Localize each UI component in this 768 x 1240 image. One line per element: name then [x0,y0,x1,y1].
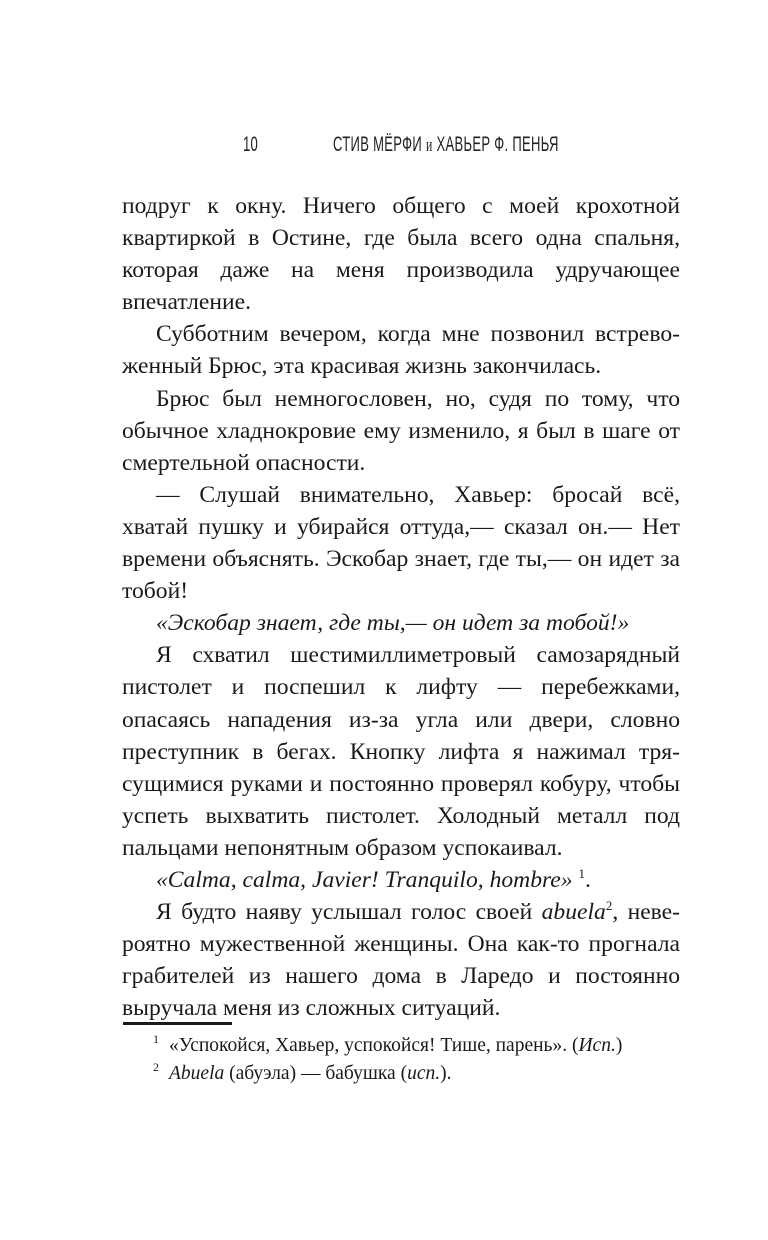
footnote-text: (абуэла) — бабушка ( [224,1063,408,1084]
footnote-1: 1 «Успокойся, Хавьер, успокойся! Тише, парень». (Исп.) [153,1032,623,1056]
footnote-divider [123,1022,232,1025]
footnote-close: ) [615,1035,623,1056]
paragraph-4: — Слушай внимательно, Хавьер: бросай всё, хватай пушку и убирайся оттуда,— сказал он.— Нет времени объяснять. Эскобар знает, где ты,— он идет за тобой! [122,481,680,605]
footnote-lang: Исп. [578,1035,616,1056]
authors-conjunction: и [425,135,433,156]
footnote-ref-2: 2 [605,898,613,914]
paragraph-8 [122,896,680,1024]
paragraph-8-start: Я будто наяву услышал голос своей [156,899,542,926]
spanish-quote: «Calma, calma, Javier! Tranquilo, hombre» [156,866,573,893]
footnotes [153,1032,693,1088]
abuela-term: abuela [541,899,606,926]
page-number: 10 [243,133,259,156]
footnote-2: 2 Abuela (абуэла) — бабушка (исп.). [153,1060,452,1084]
paragraph-8-end: , невероятно мужественной женщины. Она как-то прогнала грабителей из нашего дома в Ларедо и постоянно выручала меня из сложных ситуаций. [122,899,681,1022]
book-authors [333,133,559,157]
paragraph-3: Брюс был немногословен, но, судя по тому, что обычное хладнокровие ему изменило, я был в шаге от смертельной опасности. [122,385,680,476]
paragraph-6: Я схватил шестимиллиметровый самозарядный пистолет и поспешил к лифту — перебежками, опасаясь нападения из-за угла или двери, словно преступник в бегах. Кнопку лифта я нажимал трясущимися руками и постоянно проверял кобуру, чтобы успеть выхватить пистолет. Холодный металл под пальцами непонятным образом успокаивал. [122,642,680,861]
authors-part-1: СТИВ МЁРФИ [333,133,423,156]
paragraph-5-quote: «Эскобар знает, где ты,— он идет за тобой!» [156,610,630,637]
footnote-term: Abuela [169,1063,225,1084]
main-text [122,190,680,1024]
footnote-text: «Успокойся, Хавьер, успокойся! Тише, парень». ( [169,1035,579,1056]
running-head [0,133,768,165]
footnote-lang: исп. [407,1063,441,1084]
paragraph-2: Субботним вечером, когда мне позвонил встревоженный Брюс, эта красивая жизнь закончилась. [122,321,680,380]
authors-part-2: ХАВЬЕР Ф. ПЕНЬЯ [436,133,559,156]
paragraph-7-quote: «Calma, calma, Javier! Tranquilo, hombre» $^1$. [156,865,591,893]
paragraph-1: подруг к окну. Ничего общего с моей крохотной квартиркой в Остине, где была всего одна спальня, которая даже на меня производила удручающее впечатление. [122,193,680,316]
footnote-ref-1: 1 [578,865,585,881]
footnote-close: ). [440,1063,452,1084]
